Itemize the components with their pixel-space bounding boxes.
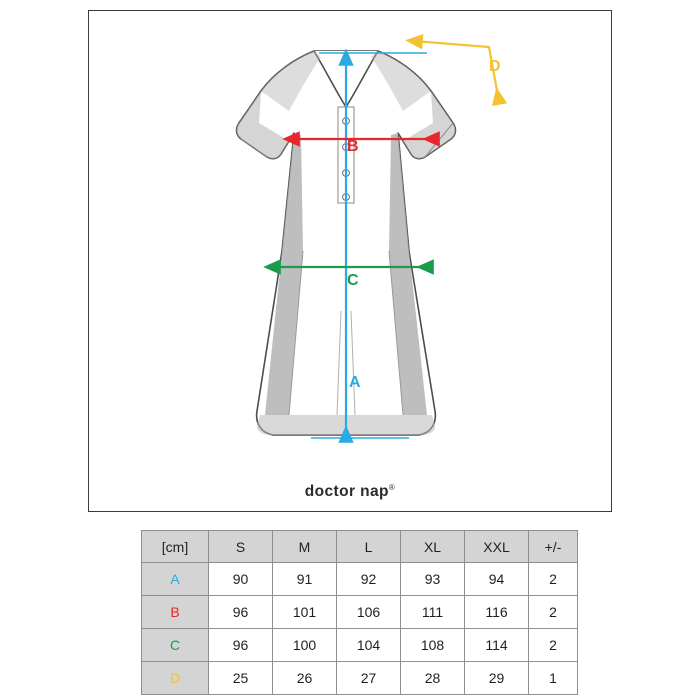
cell-c-tolerance: 2: [529, 629, 578, 662]
cell-c-xxl: 114: [465, 629, 529, 662]
header-cell-xl: XL: [401, 531, 465, 563]
brand-name: doctor nap: [304, 483, 389, 501]
illustration-panel: [88, 10, 612, 512]
diagram-label-B: B: [347, 138, 359, 155]
garment-diagram: [89, 11, 611, 511]
registered-mark: ®: [388, 483, 396, 492]
cell-a-tolerance: 2: [529, 563, 578, 596]
cell-a-xxl: 94: [465, 563, 529, 596]
diagram-label-D: D: [489, 58, 501, 75]
row-label-a: A: [142, 563, 209, 596]
cell-d-s: 25: [209, 662, 273, 695]
cell-c-s: 96: [209, 629, 273, 662]
header-cell-m: M: [273, 531, 337, 563]
header-cell-s: S: [209, 531, 273, 563]
cell-d-tolerance: 1: [529, 662, 578, 695]
cell-c-m: 100: [273, 629, 337, 662]
cell-b-xxl: 116: [465, 596, 529, 629]
cell-d-xxl: 29: [465, 662, 529, 695]
header-cell-tolerance: +/-: [529, 531, 578, 563]
cell-b-tolerance: 2: [529, 596, 578, 629]
table-row: [142, 596, 578, 629]
cell-a-l: 92: [337, 563, 401, 596]
cell-d-m: 26: [273, 662, 337, 695]
header-cell-xxl: XXL: [465, 531, 529, 563]
cell-c-l: 104: [337, 629, 401, 662]
header-cell-l: L: [337, 531, 401, 563]
table-row: [142, 563, 578, 596]
cell-a-s: 90: [209, 563, 273, 596]
cell-a-m: 91: [273, 563, 337, 596]
table-row: [142, 662, 578, 695]
cell-c-xl: 108: [401, 629, 465, 662]
cell-b-s: 96: [209, 596, 273, 629]
diagram-label-A: A: [349, 374, 361, 391]
brand-logo: [89, 483, 611, 501]
table-row: [142, 629, 578, 662]
size-table: [141, 530, 578, 695]
table-header-row: [142, 531, 578, 563]
cell-b-m: 101: [273, 596, 337, 629]
diagram-label-C: C: [347, 272, 359, 289]
header-cell-unit: [cm]: [142, 531, 209, 563]
row-label-b: B: [142, 596, 209, 629]
cell-d-xl: 28: [401, 662, 465, 695]
cell-b-xl: 111: [401, 596, 465, 629]
row-label-d: D: [142, 662, 209, 695]
cell-a-xl: 93: [401, 563, 465, 596]
row-label-c: C: [142, 629, 209, 662]
cell-b-l: 106: [337, 596, 401, 629]
cell-d-l: 27: [337, 662, 401, 695]
